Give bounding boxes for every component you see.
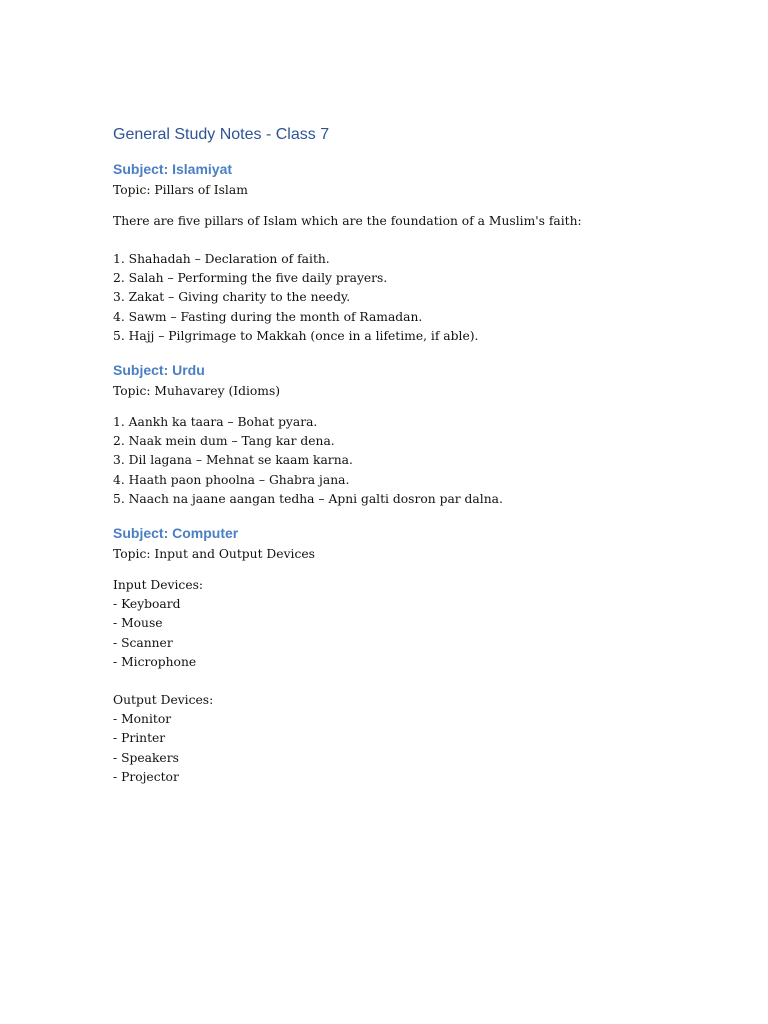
output-devices-label: Output Devices: xyxy=(113,693,214,708)
topic-line: Topic: Input and Output Devices xyxy=(113,547,315,562)
list-item: - Printer xyxy=(113,731,166,746)
spacer xyxy=(113,672,713,691)
intro-paragraph: There are five pillars of Islam which are the foundation of a Muslim's faith: xyxy=(113,214,582,228)
topic-line: Topic: Pillars of Islam xyxy=(113,183,248,197)
section-islamiyat xyxy=(113,159,713,346)
topic-line: Topic: Muhavarey (Idioms) xyxy=(113,384,281,399)
list-item: 1. Shahadah – Declaration of faith. xyxy=(113,252,330,266)
list-item: 2. Salah – Performing the five daily prayers. xyxy=(113,271,388,286)
list-item: 1. Aankh ka taara – Bohat pyara. xyxy=(113,415,318,430)
list-item: - Projector xyxy=(113,769,179,784)
section-urdu xyxy=(113,360,713,509)
subject-heading: Subject: Computer xyxy=(113,525,239,542)
pillars-list xyxy=(113,250,713,346)
list-item: - Keyboard xyxy=(113,597,181,612)
input-devices-list xyxy=(113,595,713,672)
list-item: - Monitor xyxy=(113,712,172,727)
subject-heading: Subject: Urdu xyxy=(113,362,205,379)
list-item: 5. Hajj – Pilgrimage to Makkah (once in a lifetime, if able). xyxy=(113,328,479,343)
section-computer xyxy=(113,523,713,787)
subject-heading: Subject: Islamiyat xyxy=(113,161,233,177)
list-item: 2. Naak mein dum – Tang kar dena. xyxy=(113,434,335,449)
list-item: - Mouse xyxy=(113,616,163,631)
document-title: General Study Notes - Class 7 xyxy=(113,126,330,143)
list-item: 3. Dil lagana – Mehnat se kaam karna. xyxy=(113,453,353,468)
document-page xyxy=(113,124,713,787)
idioms-list xyxy=(113,413,713,509)
list-item: 5. Naach na jaane aangan tedha – Apni galti dosron par dalna. xyxy=(113,491,503,506)
list-item: 3. Zakat – Giving charity to the needy. xyxy=(113,290,351,305)
list-item: - Scanner xyxy=(113,635,173,650)
output-devices-list xyxy=(113,710,713,787)
input-devices-label: Input Devices: xyxy=(113,578,204,593)
list-item: 4. Sawm – Fasting during the month of Ramadan. xyxy=(113,309,423,324)
list-item: - Speakers xyxy=(113,750,179,765)
list-item: - Microphone xyxy=(113,654,197,669)
list-item: 4. Haath paon phoolna – Ghabra jana. xyxy=(113,472,350,487)
